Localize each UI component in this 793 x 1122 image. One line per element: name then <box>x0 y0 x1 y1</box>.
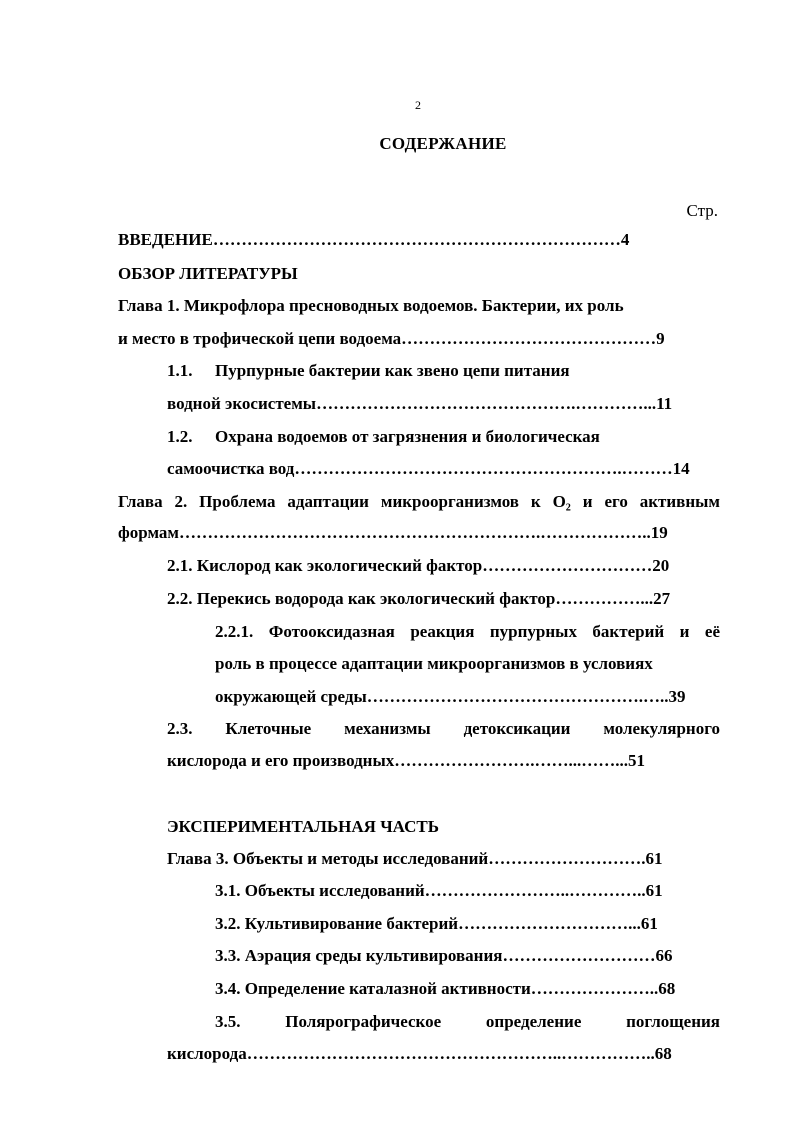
toc-entry-3-1: 3.1. Объекты исследований……………………..…………..61 <box>215 881 663 900</box>
toc-entry-3-3: 3.3. Аэрация среды культивирования………………………66 <box>215 946 673 965</box>
toc-entry-2-2-1-line-1: 2.2.1. Фотооксидазная реакция пурпурных бактерий и её <box>215 622 720 641</box>
page-column-label: Стр. <box>686 201 718 220</box>
toc-entry-1-1-line-2: водной экосистемы……………………………………….…………...11 <box>167 394 673 413</box>
toc-entry-1-2-title: Охрана водоемов от загрязнения и биологическая <box>215 427 600 446</box>
toc-entry-3-2: 3.2. Культивирование бактерий…………………………...61 <box>215 914 658 933</box>
toc-entry-3-4: 3.4. Определение каталазной активности…………………..68 <box>215 979 676 998</box>
toc-entry-1-2-number: 1.2. <box>167 427 193 446</box>
page-title: СОДЕРЖАНИЕ <box>379 134 507 153</box>
toc-entry-2-1: 2.1. Кислород как экологический фактор…………………………20 <box>167 556 670 575</box>
toc-entry-2-2-1-line-2: роль в процессе адаптации микроорганизмов в условиях <box>215 654 653 673</box>
toc-entry-2-3-line-2: кислорода и его производных…………………….……...……...51 <box>167 751 645 770</box>
toc-entry-chapter-2-line-1: Глава 2. Проблема адаптации микроорганизмов к O₂ и его активным <box>118 492 720 511</box>
toc-entry-1-1-number: 1.1. <box>167 361 193 380</box>
toc-entry-2-2-1-line-3: окружающей среды………………………………………….…..39 <box>215 687 686 706</box>
toc-entry-1-2-line-1 <box>167 425 600 449</box>
toc-entry-vvedenie: ВВЕДЕНИЕ………………………………………………………………4 <box>118 230 630 249</box>
toc-entry-1-2-line-2: самоочистка вод………………………………………………….………14 <box>167 459 690 478</box>
toc-entry-chapter-2-line-2: формам……………………………………………………….………………..19 <box>118 523 668 542</box>
toc-entry-chapter-1-line-1: Глава 1. Микрофлора пресноводных водоемов. Бактерии, их роль <box>118 296 624 315</box>
toc-heading-experimental: ЭКСПЕРИМЕНТАЛЬНАЯ ЧАСТЬ <box>167 817 439 836</box>
toc-entry-1-1-title: Пурпурные бактерии как звено цепи питания <box>215 361 570 380</box>
toc-entry-chapter-3: Глава 3. Объекты и методы исследований……………………….61 <box>167 849 663 868</box>
toc-entry-3-5-line-2: кислорода………………………………………………..……………..68 <box>167 1044 672 1063</box>
toc-entry-2-3-line-1: 2.3. Клеточные механизмы детоксикации молекулярного <box>167 719 720 738</box>
toc-entry-1-1-line-1 <box>167 359 570 383</box>
page-number: 2 <box>415 98 421 112</box>
toc-heading-obzor: ОБЗОР ЛИТЕРАТУРЫ <box>118 264 298 283</box>
toc-entry-chapter-1-line-2: и место в трофической цепи водоема………………………………………9 <box>118 329 665 348</box>
toc-entry-2-2: 2.2. Перекись водорода как экологический фактор……………...27 <box>167 589 671 608</box>
toc-entry-3-5-line-1: 3.5. Полярографическое определение поглощения <box>215 1012 720 1031</box>
